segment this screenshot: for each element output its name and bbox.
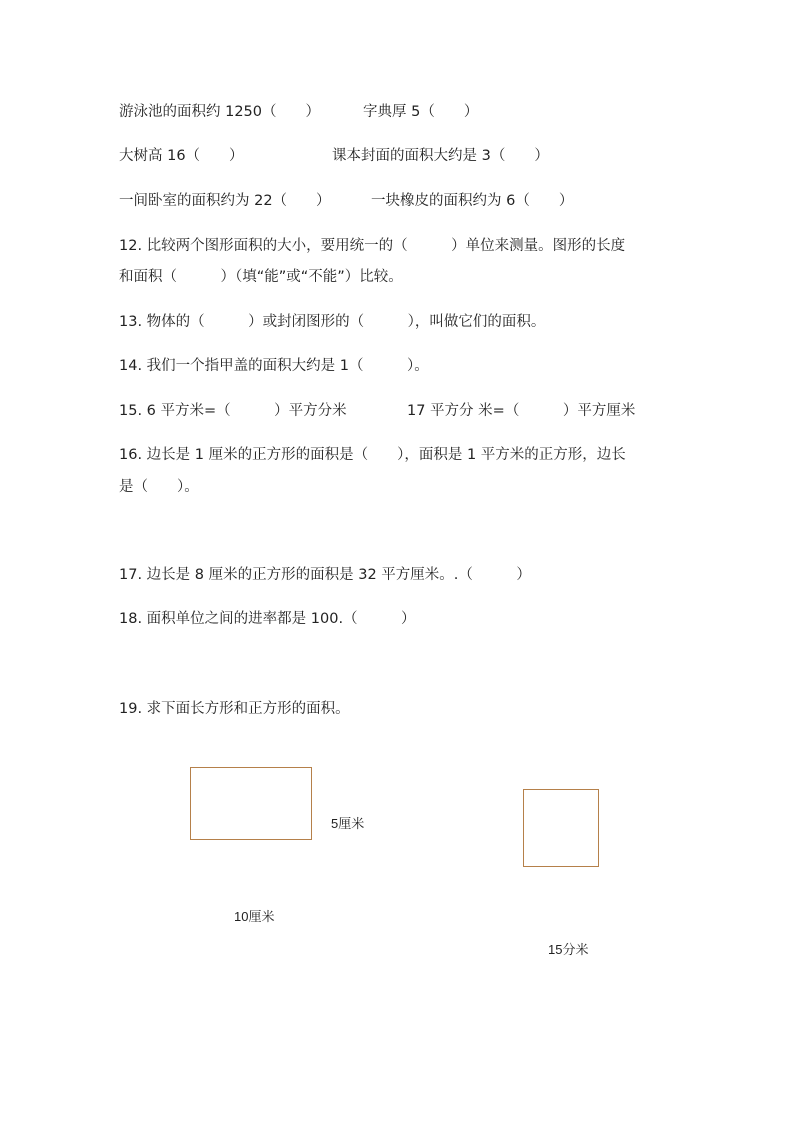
fill-row-2-right: 课本封面的面积大约是 3（ ） — [332, 148, 549, 164]
rectangle-height-label: 5厘米 — [331, 816, 365, 831]
fill-row-3-left: 一间卧室的面积约为 22（ ） — [119, 193, 331, 209]
question-18: 18. 面积单位之间的进率都是 100.（ ） — [119, 611, 416, 627]
question-17: 17. 边长是 8 厘米的正方形的面积是 32 平方厘米。.（ ） — [119, 567, 531, 583]
rectangle-width-label: 10厘米 — [234, 909, 275, 924]
square-figure — [523, 789, 599, 867]
square-side-label: 15分米 — [548, 942, 589, 957]
rectangle-figure — [190, 767, 312, 840]
question-13: 13. 物体的（ ）或封闭图形的（ ），叫做它们的面积。 — [119, 314, 546, 330]
fill-row-3-right: 一块橡皮的面积约为 6（ ） — [371, 193, 574, 209]
question-15-right: 17 平方分 米=（ ）平方厘米 — [407, 403, 636, 419]
question-14: 14. 我们一个指甲盖的面积大约是 1（ ）。 — [119, 358, 429, 374]
fill-row-1-right: 字典厚 5（ ） — [363, 104, 479, 120]
question-16-line-1: 16. 边长是 1 厘米的正方形的面积是（ ），面积是 1 平方米的正方形，边长 — [119, 447, 626, 463]
question-19: 19. 求下面长方形和正方形的面积。 — [119, 701, 350, 717]
question-16-line-2: 是（ ）。 — [119, 479, 199, 495]
fill-row-2-left: 大树高 16（ ） — [119, 148, 244, 164]
question-12-line-1: 12. 比较两个图形面积的大小，要用统一的（ ）单位来测量。图形的长度 — [119, 238, 626, 254]
question-15-left: 15. 6 平方米=（ ）平方分米 — [119, 403, 347, 419]
question-12-line-2: 和面积（ ）（填“能”或“不能”）比较。 — [119, 269, 403, 285]
fill-row-1-left: 游泳池的面积约 1250（ ） — [119, 104, 321, 120]
